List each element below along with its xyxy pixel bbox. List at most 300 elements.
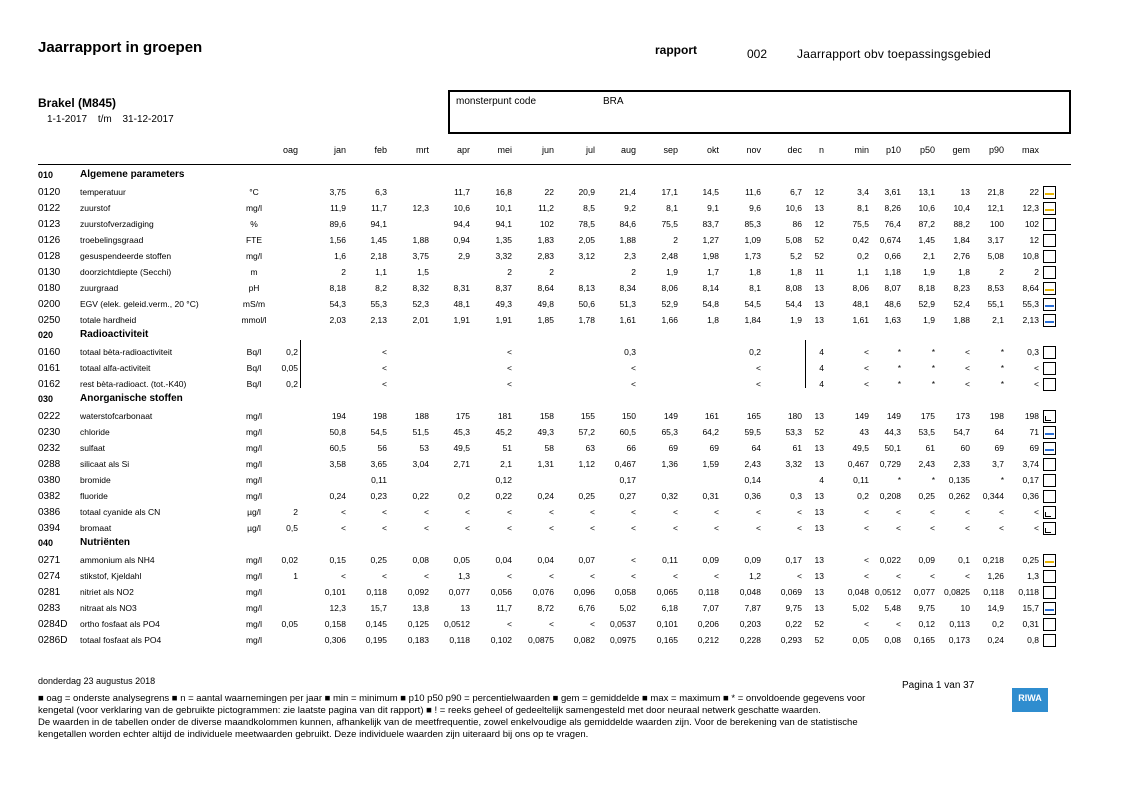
table-cell: 4 <box>819 347 824 357</box>
table-cell: 8,07 <box>884 283 901 293</box>
parameter-unit: mg/l <box>245 203 263 213</box>
table-cell: 6,18 <box>661 603 678 613</box>
table-cell: 8,1 <box>666 203 678 213</box>
table-cell: 3,32 <box>495 251 512 261</box>
table-cell: 0,17 <box>619 475 636 485</box>
table-cell: 56 <box>377 443 387 453</box>
parameter-unit: mmol/l <box>241 315 267 325</box>
table-cell: 188 <box>414 411 429 421</box>
table-cell: 2 <box>673 235 678 245</box>
table-cell: 13 <box>814 299 824 309</box>
table-cell: 100 <box>989 219 1004 229</box>
table-cell: 2 <box>341 267 346 277</box>
parameter-name: nitraat als NO3 <box>80 603 137 613</box>
table-cell: 0,11 <box>853 475 869 485</box>
table-cell: 1,59 <box>702 459 719 469</box>
table-cell: 13 <box>814 411 824 421</box>
parameter-name: zuurgraad <box>80 283 119 293</box>
table-cell: 8,14 <box>702 283 719 293</box>
station-name: Brakel (M845) <box>38 96 117 110</box>
parameter-unit: mg/l <box>245 411 263 421</box>
column-header: dec <box>787 145 802 155</box>
table-cell: 0,3 <box>790 491 802 501</box>
table-cell: 11,7 <box>371 203 387 213</box>
trend-icon <box>1043 298 1056 311</box>
table-cell: 13 <box>960 187 970 197</box>
table-cell: < <box>965 523 970 533</box>
table-cell: 57,2 <box>578 427 595 437</box>
parameter-name: bromaat <box>80 523 112 533</box>
table-cell: 0,102 <box>490 635 512 645</box>
table-cell: 0,2 <box>857 251 869 261</box>
table-cell: 86 <box>792 219 802 229</box>
parameter-code: 0283 <box>38 603 61 614</box>
table-cell: 0,203 <box>739 619 761 629</box>
table-cell: 8,2 <box>375 283 387 293</box>
table-cell: 102 <box>539 219 554 229</box>
table-cell: 12 <box>1029 235 1039 245</box>
table-cell: 1,56 <box>329 235 346 245</box>
column-header: p10 <box>885 145 901 155</box>
table-cell: 20,9 <box>578 187 595 197</box>
table-cell: < <box>673 571 678 581</box>
table-cell: 3,75 <box>412 251 429 261</box>
table-cell: 1,45 <box>918 235 935 245</box>
table-cell: 1,8 <box>790 267 802 277</box>
table-cell: 8,1 <box>749 283 761 293</box>
parameter-code: 0161 <box>38 363 61 374</box>
trend-icon <box>1043 410 1056 423</box>
trend-hook <box>1045 528 1051 533</box>
table-cell: 16,8 <box>495 187 512 197</box>
trend-bar <box>1045 289 1054 291</box>
table-cell: 1,78 <box>578 315 595 325</box>
table-cell: 60,5 <box>619 427 636 437</box>
table-cell: 64 <box>994 427 1004 437</box>
table-cell: 1,63 <box>884 315 901 325</box>
parameter-name: temperatuur <box>80 187 126 197</box>
table-cell: < <box>864 571 869 581</box>
table-cell: 0,24 <box>537 491 554 501</box>
table-cell: 0,065 <box>656 587 678 597</box>
table-cell: < <box>590 507 595 517</box>
table-cell: < <box>465 507 470 517</box>
table-cell: 194 <box>331 411 346 421</box>
table-cell: 3,61 <box>884 187 901 197</box>
table-cell: 0,11 <box>371 475 387 485</box>
table-cell: < <box>896 507 901 517</box>
parameter-unit: µg/l <box>247 507 261 517</box>
trend-icon <box>1043 282 1056 295</box>
column-header: sep <box>663 145 678 155</box>
table-cell: 63 <box>585 443 595 453</box>
parameter-unit: mg/l <box>245 619 263 629</box>
table-cell: 2,1 <box>923 251 935 261</box>
table-cell: 0,05 <box>281 619 298 629</box>
table-cell: 0,3 <box>1027 347 1039 357</box>
table-cell: 13,1 <box>918 187 935 197</box>
table-cell: < <box>382 379 387 389</box>
parameter-name: totaal alfa-activiteit <box>80 363 151 373</box>
table-cell: 0,24 <box>987 635 1004 645</box>
table-cell: 155 <box>580 411 595 421</box>
table-cell: 0,36 <box>1022 491 1039 501</box>
table-cell: 10,6 <box>785 203 802 213</box>
parameter-code: 0271 <box>38 555 61 566</box>
table-cell: 2 <box>293 507 298 517</box>
table-cell: 54,4 <box>785 299 802 309</box>
parameter-code: 0162 <box>38 379 61 390</box>
table-cell: < <box>930 571 935 581</box>
trend-icon <box>1043 426 1056 439</box>
table-cell: 60 <box>960 443 970 453</box>
table-cell: 2,33 <box>953 459 970 469</box>
table-cell: 94,4 <box>453 219 470 229</box>
parameter-unit: mg/l <box>245 475 263 485</box>
table-cell: 2,1 <box>992 315 1004 325</box>
table-cell: 52 <box>814 635 824 645</box>
footer-note-line: De waarden in de tabellen onder de diverse maandkolommen kunnen, afhankelijk van de meetfrequentie, zowel enkelvoudige als gemiddelde waarden zijn. Voor de berekening van de statistische <box>38 717 858 728</box>
table-cell: < <box>756 363 761 373</box>
table-cell: 52,4 <box>953 299 970 309</box>
table-cell: < <box>631 363 636 373</box>
table-cell: 8,72 <box>537 603 554 613</box>
table-cell: 84,6 <box>619 219 636 229</box>
table-cell: 0,022 <box>879 555 901 565</box>
column-header: p90 <box>988 145 1004 155</box>
table-cell: < <box>341 507 346 517</box>
table-cell: * <box>1000 379 1004 389</box>
table-cell: 0,2 <box>857 491 869 501</box>
table-cell: 53,5 <box>918 427 935 437</box>
column-header: mrt <box>416 145 429 155</box>
table-cell: 149 <box>886 411 901 421</box>
table-cell: 0,05 <box>281 363 298 373</box>
table-cell: < <box>382 523 387 533</box>
table-cell: < <box>864 347 869 357</box>
trend-icon <box>1043 506 1056 519</box>
parameter-name: totale hardheid <box>80 315 137 325</box>
table-cell: * <box>1000 347 1004 357</box>
trend-hook <box>1045 416 1051 421</box>
parameter-unit: mg/l <box>245 251 263 261</box>
table-cell: 1,9 <box>923 267 935 277</box>
parameter-unit: Bq/l <box>246 347 262 357</box>
table-cell: 0,07 <box>578 555 595 565</box>
table-cell: 52,9 <box>918 299 935 309</box>
table-cell: < <box>864 363 869 373</box>
table-cell: 69 <box>709 443 719 453</box>
parameter-code: 0122 <box>38 203 61 214</box>
group-code: 020 <box>38 330 54 340</box>
table-cell: 1,45 <box>370 235 387 245</box>
table-cell: 12 <box>814 187 824 197</box>
table-cell: 0,12 <box>918 619 935 629</box>
table-cell: 0,262 <box>948 491 970 501</box>
table-cell: < <box>864 555 869 565</box>
table-cell: 12,3 <box>412 203 429 213</box>
table-cell: 1,12 <box>578 459 595 469</box>
parameter-unit: µg/l <box>247 523 261 533</box>
parameter-name: gesuspendeerde stoffen <box>80 251 172 261</box>
table-cell: 13 <box>814 523 824 533</box>
table-cell: * <box>931 475 935 485</box>
table-cell: 2,13 <box>370 315 387 325</box>
table-cell: < <box>631 379 636 389</box>
parameter-name: ammonium als NH4 <box>80 555 155 565</box>
table-cell: 0,31 <box>1022 619 1039 629</box>
parameter-code: 0160 <box>38 347 61 358</box>
table-cell: < <box>965 507 970 517</box>
table-cell: 0,22 <box>412 491 429 501</box>
parameter-unit: mg/l <box>245 635 263 645</box>
table-cell: 75,5 <box>661 219 678 229</box>
table-cell: 69 <box>1029 443 1039 453</box>
table-cell: < <box>424 523 429 533</box>
table-cell: 0,02 <box>281 555 298 565</box>
trend-bar <box>1045 449 1054 451</box>
table-cell: 3,75 <box>329 187 346 197</box>
table-cell: 0,158 <box>324 619 346 629</box>
table-cell: 88,2 <box>953 219 970 229</box>
footer-note-line: ■ oag = onderste analysegrens ■ n = aantal waarnemingen per jaar ■ min = minimum ■ p10 p50 p90 = percentielwaarden ■ gem = gemiddelde ■ max = maximum ■ * = onvoldoende gegevens voor <box>38 693 866 704</box>
table-cell: 1,3 <box>1027 571 1039 581</box>
table-cell: < <box>507 379 512 389</box>
table-cell: 0,36 <box>744 491 761 501</box>
table-cell: 0,31 <box>702 491 719 501</box>
trend-icon <box>1043 474 1056 487</box>
table-cell: 0,22 <box>785 619 802 629</box>
table-cell: 0,218 <box>982 555 1004 565</box>
footer-notes <box>38 693 988 741</box>
table-cell: 0,2 <box>286 379 298 389</box>
table-cell: < <box>1034 363 1039 373</box>
table-cell: 8,37 <box>495 283 512 293</box>
table-cell: 4 <box>819 363 824 373</box>
table-cell: 8,32 <box>412 283 429 293</box>
table-cell: < <box>896 619 901 629</box>
table-cell: 0,08 <box>412 555 429 565</box>
table-cell: < <box>549 523 554 533</box>
table-cell: < <box>424 571 429 581</box>
column-divider <box>300 340 301 388</box>
table-cell: 9,75 <box>785 603 802 613</box>
table-cell: 0,0875 <box>528 635 554 645</box>
table-cell: 0,467 <box>847 459 869 469</box>
table-cell: 0,42 <box>852 235 869 245</box>
table-cell: 69 <box>994 443 1004 453</box>
table-cell: 161 <box>704 411 719 421</box>
table-cell: 0,2 <box>458 491 470 501</box>
table-cell: 1 <box>293 571 298 581</box>
table-cell: 3,7 <box>992 459 1004 469</box>
table-cell: 76,4 <box>884 219 901 229</box>
table-cell: 45,2 <box>495 427 512 437</box>
column-header: min <box>854 145 869 155</box>
table-cell: 8,53 <box>987 283 1004 293</box>
table-cell: 165 <box>746 411 761 421</box>
table-cell: 0,118 <box>1018 587 1039 597</box>
parameter-code: 0123 <box>38 219 61 230</box>
table-cell: 10,6 <box>918 203 935 213</box>
table-cell: < <box>382 363 387 373</box>
table-cell: 0,24 <box>329 491 346 501</box>
table-cell: 53 <box>419 443 429 453</box>
rapport-description: Jaarrapport obv toepassingsgebied <box>797 47 992 61</box>
column-header: mei <box>497 145 512 155</box>
table-cell: 5,08 <box>785 235 802 245</box>
table-cell: 0,12 <box>495 475 512 485</box>
table-cell: 8,26 <box>884 203 901 213</box>
parameter-name: ortho fosfaat als PO4 <box>80 619 160 629</box>
column-header: oag <box>282 145 298 155</box>
table-cell: < <box>631 571 636 581</box>
table-cell: 181 <box>497 411 512 421</box>
table-cell: 0,344 <box>982 491 1004 501</box>
table-cell: 21,8 <box>987 187 1004 197</box>
table-cell: 0,05 <box>852 635 869 645</box>
table-cell: 3,17 <box>987 235 1004 245</box>
table-cell: 198 <box>372 411 387 421</box>
monsterpunt-code: BRA <box>603 96 624 107</box>
table-cell: 71 <box>1029 427 1039 437</box>
table-cell: 54,3 <box>329 299 346 309</box>
table-cell: 55,1 <box>987 299 1004 309</box>
page-number: Pagina 1 van 37 <box>902 680 975 691</box>
table-cell: 5,02 <box>619 603 636 613</box>
trend-icon <box>1043 458 1056 471</box>
table-cell: < <box>631 555 636 565</box>
table-cell: 8,34 <box>619 283 636 293</box>
table-cell: 0,04 <box>537 555 554 565</box>
table-cell: 0,0512 <box>444 619 470 629</box>
parameter-code: 0230 <box>38 427 61 438</box>
table-cell: < <box>631 523 636 533</box>
parameter-name: totaal cyanide als CN <box>80 507 161 517</box>
table-cell: 1,8 <box>958 267 970 277</box>
date-separator: t/m <box>97 114 112 125</box>
table-cell: 1,61 <box>852 315 869 325</box>
table-cell: < <box>507 347 512 357</box>
trend-icon <box>1043 490 1056 503</box>
table-cell: 87,2 <box>918 219 935 229</box>
parameter-code: 0288 <box>38 459 61 470</box>
table-cell: 9,75 <box>918 603 935 613</box>
table-cell: 0,092 <box>407 587 429 597</box>
parameter-unit: mg/l <box>245 571 263 581</box>
table-cell: 2,83 <box>537 251 554 261</box>
parameter-name: stikstof, Kjeldahl <box>80 571 142 581</box>
column-header: jul <box>585 145 595 155</box>
table-cell: 50,6 <box>578 299 595 309</box>
parameter-name: zuurstof <box>80 203 111 213</box>
column-header: gem <box>952 145 970 155</box>
table-cell: 0,1 <box>958 555 970 565</box>
table-cell: 0,082 <box>573 635 595 645</box>
table-cell: 8,1 <box>857 203 869 213</box>
table-cell: 9,1 <box>707 203 719 213</box>
group-code: 030 <box>38 394 54 404</box>
table-cell: 0,096 <box>573 587 595 597</box>
parameter-code: 0200 <box>38 299 61 310</box>
table-cell: 0,04 <box>495 555 512 565</box>
table-cell: < <box>756 379 761 389</box>
table-cell: 13 <box>460 603 470 613</box>
parameter-code: 0222 <box>38 411 61 422</box>
table-cell: 1,91 <box>495 315 512 325</box>
table-cell: < <box>549 571 554 581</box>
table-cell: 0,206 <box>697 619 719 629</box>
table-cell: 1,09 <box>744 235 761 245</box>
table-cell: 54,7 <box>953 427 970 437</box>
table-cell: 45,3 <box>453 427 470 437</box>
parameter-name: rest bèta-radioact. (tot.-K40) <box>80 379 187 389</box>
table-cell: 52 <box>814 235 824 245</box>
table-cell: 1,27 <box>702 235 719 245</box>
table-cell: < <box>673 507 678 517</box>
table-cell: 13 <box>814 507 824 517</box>
table-cell: 10,6 <box>453 203 470 213</box>
table-cell: 54,5 <box>744 299 761 309</box>
group-name: Algemene parameters <box>80 169 185 180</box>
table-cell: 0,17 <box>1022 475 1039 485</box>
parameter-code: 0130 <box>38 267 61 278</box>
table-cell: 0,056 <box>490 587 512 597</box>
table-cell: 0,118 <box>698 587 719 597</box>
table-cell: 61 <box>925 443 935 453</box>
table-cell: 69 <box>668 443 678 453</box>
table-cell: 149 <box>663 411 678 421</box>
table-cell: 1,91 <box>453 315 470 325</box>
table-cell: 13 <box>814 491 824 501</box>
table-cell: 0,09 <box>744 555 761 565</box>
table-cell: 14,9 <box>987 603 1004 613</box>
table-cell: 50,1 <box>884 443 901 453</box>
table-cell: 43 <box>859 427 869 437</box>
parameter-code: 0394 <box>38 523 61 534</box>
table-cell: 51,5 <box>412 427 429 437</box>
table-cell: 12 <box>814 219 824 229</box>
table-cell: 0,25 <box>1022 555 1039 565</box>
table-cell: 0,32 <box>661 491 678 501</box>
parameter-unit: mg/l <box>245 587 263 597</box>
table-cell: 75,5 <box>852 219 869 229</box>
table-cell: 0,25 <box>370 555 387 565</box>
table-cell: 49,3 <box>495 299 512 309</box>
table-cell: < <box>1034 379 1039 389</box>
table-cell: 2,9 <box>458 251 470 261</box>
table-cell: 8,06 <box>661 283 678 293</box>
table-cell: < <box>999 523 1004 533</box>
table-cell: 11,2 <box>538 203 554 213</box>
table-cell: 64,2 <box>702 427 719 437</box>
table-cell: 180 <box>787 411 802 421</box>
parameter-unit: % <box>250 219 258 229</box>
table-cell: 10 <box>960 603 970 613</box>
table-cell: 0,17 <box>785 555 802 565</box>
parameter-name: bromide <box>80 475 111 485</box>
table-cell: 6,3 <box>375 187 387 197</box>
parameter-code: 0120 <box>38 187 61 198</box>
table-cell: 51,3 <box>619 299 636 309</box>
column-divider <box>805 340 806 388</box>
rapport-number: 002 <box>747 47 768 61</box>
footer-note-line: kengetal (voor verklaring van de gebruikte pictogrammen: zie laatste pagina van dit rapport) ■ ! = reeks geheel of gedeeltelijk samengesteld met door neuraal netwerk geschatte waarden. <box>38 705 821 716</box>
table-cell: 44,3 <box>884 427 901 437</box>
table-cell: < <box>864 379 869 389</box>
table-cell: < <box>341 523 346 533</box>
table-cell: * <box>931 363 935 373</box>
